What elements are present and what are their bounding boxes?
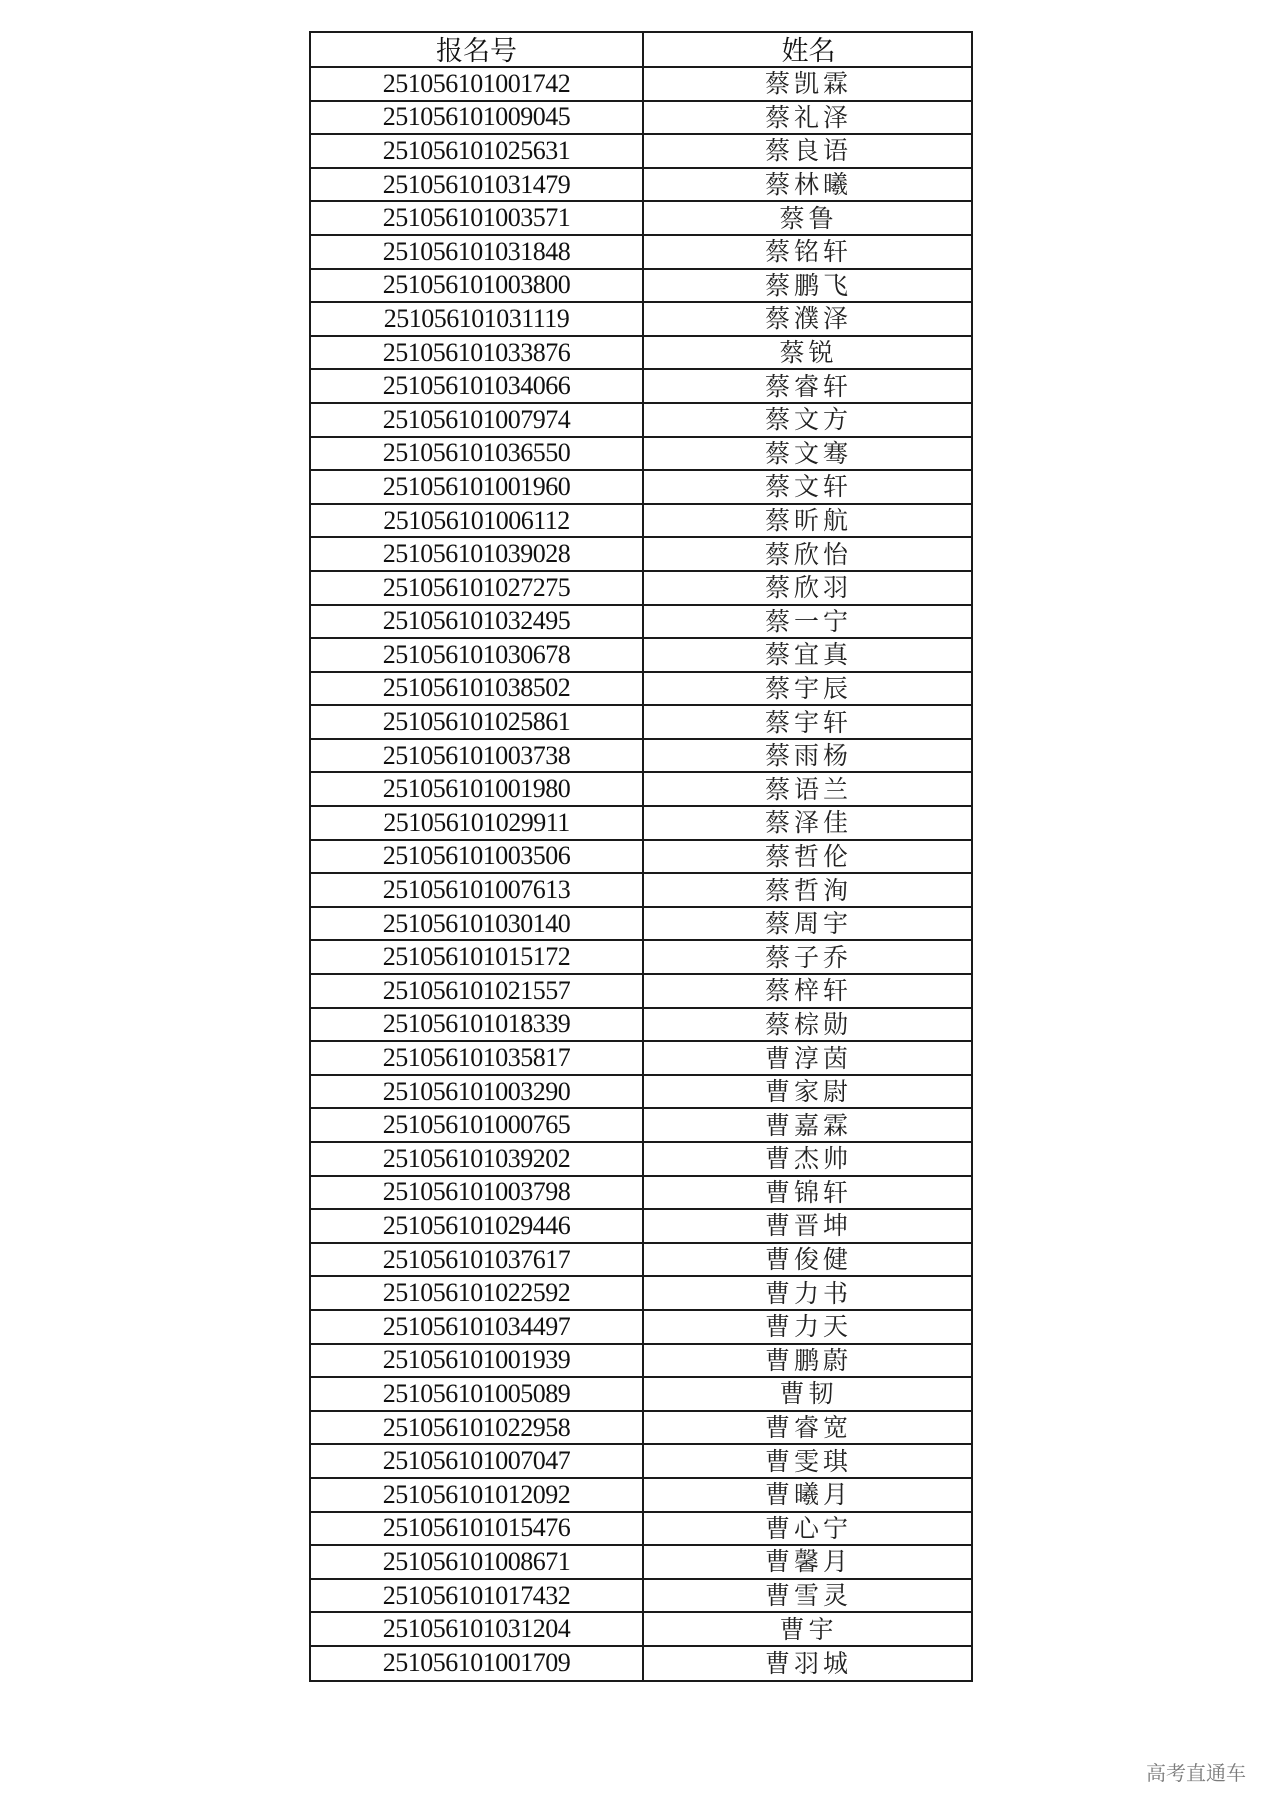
name-cell: 曹馨月 (643, 1545, 973, 1579)
registration-number-cell: 251056101037617 (311, 1243, 643, 1277)
registration-number-cell: 251056101003290 (311, 1075, 643, 1109)
table-row (311, 1310, 973, 1344)
registration-number-cell: 251056101034066 (311, 369, 643, 403)
table-row (311, 940, 973, 974)
table-body (311, 67, 973, 1680)
table-row (311, 1579, 973, 1613)
table-row (311, 504, 973, 538)
registration-number-cell: 251056101030678 (311, 638, 643, 672)
name-cell: 蔡雨杨 (643, 739, 973, 773)
name-cell: 蔡宜真 (643, 638, 973, 672)
registration-number-cell: 251056101003798 (311, 1176, 643, 1210)
name-cell: 蔡梓轩 (643, 974, 973, 1008)
column-header-name: 姓名 (643, 33, 973, 67)
name-cell: 曹心宁 (643, 1512, 973, 1546)
registration-number-cell: 251056101029446 (311, 1209, 643, 1243)
registration-number-cell: 251056101007613 (311, 873, 643, 907)
registration-number-cell: 251056101001939 (311, 1344, 643, 1378)
table-row (311, 1344, 973, 1378)
roster-table (311, 33, 973, 1680)
name-cell: 蔡睿轩 (643, 369, 973, 403)
name-cell: 曹雯琪 (643, 1444, 973, 1478)
name-cell: 曹睿宽 (643, 1411, 973, 1445)
name-cell: 蔡昕航 (643, 504, 973, 538)
registration-number-cell: 251056101022592 (311, 1276, 643, 1310)
table-row (311, 1041, 973, 1075)
registration-number-cell: 251056101006112 (311, 504, 643, 538)
registration-number-cell: 251056101007974 (311, 403, 643, 437)
registration-number-cell: 251056101015476 (311, 1512, 643, 1546)
table-row (311, 571, 973, 605)
table-row (311, 101, 973, 135)
registration-number-cell: 251056101025861 (311, 705, 643, 739)
table-row (311, 302, 973, 336)
name-cell: 蔡文轩 (643, 470, 973, 504)
table-row (311, 235, 973, 269)
table-row (311, 1545, 973, 1579)
registration-number-cell: 251056101003506 (311, 840, 643, 874)
registration-number-cell: 251056101038502 (311, 672, 643, 706)
table-row (311, 806, 973, 840)
name-cell: 蔡哲伦 (643, 840, 973, 874)
registration-number-cell: 251056101034497 (311, 1310, 643, 1344)
name-cell: 曹力书 (643, 1276, 973, 1310)
table-row (311, 369, 973, 403)
registration-number-cell: 251056101039028 (311, 537, 643, 571)
name-cell: 曹嘉霖 (643, 1108, 973, 1142)
registration-number-cell: 251056101031479 (311, 168, 643, 202)
registration-number-cell: 251056101003571 (311, 201, 643, 235)
name-cell: 曹宇 (643, 1612, 973, 1646)
table-row (311, 537, 973, 571)
name-cell: 曹鹏蔚 (643, 1344, 973, 1378)
registration-number-cell: 251056101031204 (311, 1612, 643, 1646)
registration-number-cell: 251056101001980 (311, 772, 643, 806)
table-row (311, 1411, 973, 1445)
name-cell: 曹俊健 (643, 1243, 973, 1277)
name-cell: 蔡林曦 (643, 168, 973, 202)
name-cell: 曹雪灵 (643, 1579, 973, 1613)
table-row (311, 638, 973, 672)
name-cell: 曹淳茵 (643, 1041, 973, 1075)
table-row (311, 201, 973, 235)
name-cell: 蔡周宇 (643, 907, 973, 941)
name-cell: 蔡文骞 (643, 437, 973, 471)
table-row (311, 1478, 973, 1512)
registration-number-cell: 251056101001960 (311, 470, 643, 504)
registration-number-cell: 251056101035817 (311, 1041, 643, 1075)
registration-number-cell: 251056101001709 (311, 1646, 643, 1680)
name-cell: 蔡良语 (643, 134, 973, 168)
table-row (311, 1075, 973, 1109)
table-row (311, 403, 973, 437)
roster-sheet (309, 31, 973, 1682)
registration-number-cell: 251056101039202 (311, 1142, 643, 1176)
table-row (311, 437, 973, 471)
registration-number-cell: 251056101031119 (311, 302, 643, 336)
name-cell: 蔡濮泽 (643, 302, 973, 336)
table-row (311, 1276, 973, 1310)
table-row (311, 1008, 973, 1042)
name-cell: 曹家尉 (643, 1075, 973, 1109)
registration-number-cell: 251056101000765 (311, 1108, 643, 1142)
name-cell: 蔡语兰 (643, 772, 973, 806)
name-cell: 曹力天 (643, 1310, 973, 1344)
table-row (311, 470, 973, 504)
table-row (311, 1646, 973, 1680)
registration-number-cell: 251056101029911 (311, 806, 643, 840)
name-cell: 蔡欣怡 (643, 537, 973, 571)
table-row (311, 772, 973, 806)
registration-number-cell: 251056101025631 (311, 134, 643, 168)
name-cell: 蔡泽佳 (643, 806, 973, 840)
table-row (311, 1209, 973, 1243)
name-cell: 蔡欣羽 (643, 571, 973, 605)
registration-number-cell: 251056101005089 (311, 1377, 643, 1411)
registration-number-cell: 251056101007047 (311, 1444, 643, 1478)
name-cell: 蔡一宁 (643, 605, 973, 639)
name-cell: 蔡文方 (643, 403, 973, 437)
table-row (311, 672, 973, 706)
registration-number-cell: 251056101027275 (311, 571, 643, 605)
name-cell: 曹锦轩 (643, 1176, 973, 1210)
name-cell: 蔡哲洵 (643, 873, 973, 907)
table-row (311, 269, 973, 303)
table-row (311, 134, 973, 168)
registration-number-cell: 251056101033876 (311, 336, 643, 370)
name-cell: 蔡鹏飞 (643, 269, 973, 303)
name-cell: 蔡铭轩 (643, 235, 973, 269)
table-row (311, 705, 973, 739)
registration-number-cell: 251056101030140 (311, 907, 643, 941)
name-cell: 蔡宇轩 (643, 705, 973, 739)
name-cell: 曹杰帅 (643, 1142, 973, 1176)
registration-number-cell: 251056101003738 (311, 739, 643, 773)
registration-number-cell: 251056101036550 (311, 437, 643, 471)
name-cell: 曹曦月 (643, 1478, 973, 1512)
table-row (311, 605, 973, 639)
table-row (311, 907, 973, 941)
registration-number-cell: 251056101015172 (311, 940, 643, 974)
name-cell: 蔡凯霖 (643, 67, 973, 101)
name-cell: 蔡宇辰 (643, 672, 973, 706)
registration-number-cell: 251056101008671 (311, 1545, 643, 1579)
table-row (311, 1512, 973, 1546)
table-row (311, 1377, 973, 1411)
registration-number-cell: 251056101009045 (311, 101, 643, 135)
table-row (311, 840, 973, 874)
registration-number-cell: 251056101022958 (311, 1411, 643, 1445)
registration-number-cell: 251056101017432 (311, 1579, 643, 1613)
name-cell: 曹晋坤 (643, 1209, 973, 1243)
registration-number-cell: 251056101001742 (311, 67, 643, 101)
table-row (311, 873, 973, 907)
registration-number-cell: 251056101012092 (311, 1478, 643, 1512)
table-row (311, 67, 973, 101)
table-row (311, 1444, 973, 1478)
name-cell: 蔡礼泽 (643, 101, 973, 135)
name-cell: 蔡鲁 (643, 201, 973, 235)
table-row (311, 1612, 973, 1646)
column-header-registration-number: 报名号 (311, 33, 643, 67)
name-cell: 蔡锐 (643, 336, 973, 370)
name-cell: 曹羽城 (643, 1646, 973, 1680)
table-row (311, 1108, 973, 1142)
registration-number-cell: 251056101018339 (311, 1008, 643, 1042)
table-row (311, 739, 973, 773)
table-row (311, 336, 973, 370)
name-cell: 曹韧 (643, 1377, 973, 1411)
watermark: 高考直通车 (1146, 1761, 1246, 1785)
table-header-row (311, 33, 973, 67)
registration-number-cell: 251056101021557 (311, 974, 643, 1008)
table-row (311, 1243, 973, 1277)
table-row (311, 1176, 973, 1210)
registration-number-cell: 251056101031848 (311, 235, 643, 269)
table-row (311, 168, 973, 202)
registration-number-cell: 251056101003800 (311, 269, 643, 303)
name-cell: 蔡棕勋 (643, 1008, 973, 1042)
name-cell: 蔡子乔 (643, 940, 973, 974)
table-row (311, 974, 973, 1008)
table-row (311, 1142, 973, 1176)
registration-number-cell: 251056101032495 (311, 605, 643, 639)
